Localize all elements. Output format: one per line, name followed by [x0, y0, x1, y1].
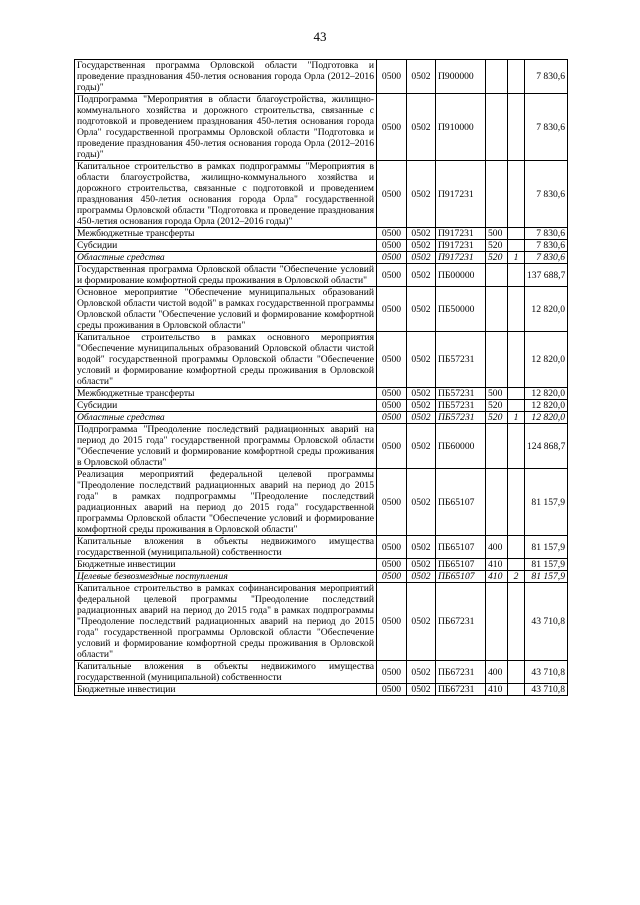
section-code: 0500	[377, 240, 407, 252]
subsection-code: 0502	[407, 412, 436, 424]
expense-type-code	[486, 424, 508, 469]
funding-source-code	[508, 424, 525, 469]
subsection-code: 0502	[407, 332, 436, 388]
amount: 12 820,0	[525, 287, 568, 332]
expense-type-code	[486, 583, 508, 661]
table-row	[75, 332, 568, 388]
expense-type-code: 400	[486, 661, 508, 684]
amount: 7 830,6	[525, 252, 568, 264]
table-row	[75, 252, 568, 264]
page-number: 43	[313, 29, 327, 44]
amount: 81 157,9	[525, 536, 568, 559]
row-name: Реализация мероприятий федеральной целевой программы "Преодоление последствий радиационных аварий на период до 2015 года" в рамках подпрограммы "Преодоление последствий радиационных аварий на период до 2015 года" государственной программы Орловской области "Обеспечение условий и формирование комфортной среды проживания в Орловской области"	[75, 469, 377, 536]
target-item-code: ПБ57231	[436, 412, 486, 424]
amount: 43 710,8	[525, 684, 568, 696]
table-row	[75, 228, 568, 240]
target-item-code: П910000	[436, 94, 486, 161]
amount: 43 710,8	[525, 661, 568, 684]
funding-source-code	[508, 264, 525, 287]
funding-source-code	[508, 240, 525, 252]
amount: 7 830,6	[525, 161, 568, 228]
table-row	[75, 400, 568, 412]
section-code: 0500	[377, 583, 407, 661]
subsection-code: 0502	[407, 287, 436, 332]
row-name: Государственная программа Орловской области "Обеспечение условий и формирование комфортной среды проживания в Орловской области"	[75, 264, 377, 287]
subsection-code: 0502	[407, 264, 436, 287]
row-name: Межбюджетные трансферты	[75, 388, 377, 400]
expense-type-code	[486, 60, 508, 94]
funding-source-code: 2	[508, 571, 525, 583]
row-name: Бюджетные инвестиции	[75, 684, 377, 696]
section-code: 0500	[377, 264, 407, 287]
expense-type-code: 400	[486, 536, 508, 559]
subsection-code: 0502	[407, 161, 436, 228]
expense-type-code: 410	[486, 559, 508, 571]
subsection-code: 0502	[407, 661, 436, 684]
target-item-code: ПБ57231	[436, 400, 486, 412]
target-item-code: ПБ50000	[436, 287, 486, 332]
amount: 137 688,7	[525, 264, 568, 287]
row-name: Капитальные вложения в объекты недвижимого имущества государственной (муниципальной) собственности	[75, 536, 377, 559]
target-item-code: ПБ65107	[436, 571, 486, 583]
target-item-code: ПБ57231	[436, 332, 486, 388]
subsection-code: 0502	[407, 536, 436, 559]
section-code: 0500	[377, 536, 407, 559]
amount: 81 157,9	[525, 469, 568, 536]
amount: 12 820,0	[525, 332, 568, 388]
table-row	[75, 469, 568, 536]
budget-table	[74, 59, 568, 696]
section-code: 0500	[377, 60, 407, 94]
expense-type-code: 520	[486, 400, 508, 412]
funding-source-code	[508, 559, 525, 571]
budget-table-body	[75, 60, 568, 696]
row-name: Подпрограмма "Мероприятия в области благоустройства, жилищно-коммунального хозяйства и дорожного строительства, связанные с подготовкой и проведением празднования 450-летия основания города Орла" государственной программы Орловской области "Подготовка и проведение празднования 450-летия основания города Орла (2012–2016 годы)"	[75, 94, 377, 161]
target-item-code: ПБ65107	[436, 536, 486, 559]
section-code: 0500	[377, 252, 407, 264]
section-code: 0500	[377, 424, 407, 469]
table-row	[75, 287, 568, 332]
expense-type-code	[486, 94, 508, 161]
funding-source-code	[508, 287, 525, 332]
row-name: Капитальное строительство в рамках основного мероприятия "Обеспечение муниципальных образований Орловской области чистой водой" государственной программы Орловской области "Обеспечение условий и формирование комфортной среды проживания в Орловской области"	[75, 332, 377, 388]
section-code: 0500	[377, 228, 407, 240]
expense-type-code	[486, 264, 508, 287]
expense-type-code	[486, 161, 508, 228]
amount: 7 830,6	[525, 94, 568, 161]
row-name: Капитальное строительство в рамках софинансирования мероприятий федеральной целевой программы "Преодоление последствий радиационных аварий на период до 2015 года" в рамках подпрограммы "Преодоление последствий радиационных аварий на период до 2015 года" государственной программы Орловской области "Обеспечение условий и формирование комфортной среды проживания в Орловской области"	[75, 583, 377, 661]
funding-source-code	[508, 661, 525, 684]
row-name: Государственная программа Орловской области "Подготовка и проведение празднования 450-летия основания города Орла (2012–2016 годы)"	[75, 60, 377, 94]
row-name: Областные средства	[75, 412, 377, 424]
table-row	[75, 60, 568, 94]
table-row	[75, 583, 568, 661]
section-code: 0500	[377, 161, 407, 228]
expense-type-code: 520	[486, 240, 508, 252]
funding-source-code	[508, 60, 525, 94]
amount: 7 830,6	[525, 60, 568, 94]
row-name: Подпрограмма "Преодоление последствий радиационных аварий на период до 2015 года" государственной программы Орловской области "Обеспечение условий и формирование комфортной среды проживания в Орловской области"	[75, 424, 377, 469]
amount: 12 820,0	[525, 400, 568, 412]
target-item-code: ПБ57231	[436, 388, 486, 400]
section-code: 0500	[377, 332, 407, 388]
section-code: 0500	[377, 400, 407, 412]
amount: 124 868,7	[525, 424, 568, 469]
expense-type-code	[486, 287, 508, 332]
table-row	[75, 388, 568, 400]
expense-type-code: 410	[486, 571, 508, 583]
section-code: 0500	[377, 684, 407, 696]
amount: 12 820,0	[525, 412, 568, 424]
funding-source-code: 1	[508, 252, 525, 264]
target-item-code: ПБ67231	[436, 684, 486, 696]
table-row	[75, 424, 568, 469]
section-code: 0500	[377, 94, 407, 161]
row-name: Капитальное строительство в рамках подпрограммы "Мероприятия в области благоустройства, жилищно-коммунального хозяйства и дорожного строительства, связанные с подготовкой и проведением празднования 450-летия основания города Орла" государственной программы Орловской области "Подготовка и проведение празднования 450-летия основания города Орла (2012–2016 годы)"	[75, 161, 377, 228]
target-item-code: ПБ65107	[436, 469, 486, 536]
funding-source-code	[508, 583, 525, 661]
expense-type-code	[486, 469, 508, 536]
subsection-code: 0502	[407, 424, 436, 469]
target-item-code: П900000	[436, 60, 486, 94]
amount: 81 157,9	[525, 559, 568, 571]
target-item-code: ПБ67231	[436, 583, 486, 661]
row-name: Капитальные вложения в объекты недвижимого имущества государственной (муниципальной) собственности	[75, 661, 377, 684]
amount: 7 830,6	[525, 228, 568, 240]
row-name: Основное мероприятие "Обеспечение муниципальных образований Орловской области чистой водой" в рамках государственной программы Орловской области "Обеспечение условий и формирование комфортной среды проживания в Орловской области"	[75, 287, 377, 332]
funding-source-code	[508, 469, 525, 536]
target-item-code: П917231	[436, 252, 486, 264]
amount: 43 710,8	[525, 583, 568, 661]
row-name: Целевые безвозмездные поступления	[75, 571, 377, 583]
funding-source-code	[508, 161, 525, 228]
subsection-code: 0502	[407, 252, 436, 264]
expense-type-code: 520	[486, 252, 508, 264]
expense-type-code: 410	[486, 684, 508, 696]
expense-type-code: 500	[486, 228, 508, 240]
table-row	[75, 264, 568, 287]
amount: 81 157,9	[525, 571, 568, 583]
target-item-code: ПБ65107	[436, 559, 486, 571]
funding-source-code	[508, 332, 525, 388]
funding-source-code	[508, 684, 525, 696]
table-row	[75, 412, 568, 424]
section-code: 0500	[377, 412, 407, 424]
target-item-code: П917231	[436, 161, 486, 228]
subsection-code: 0502	[407, 400, 436, 412]
subsection-code: 0502	[407, 684, 436, 696]
subsection-code: 0502	[407, 469, 436, 536]
subsection-code: 0502	[407, 571, 436, 583]
section-code: 0500	[377, 559, 407, 571]
subsection-code: 0502	[407, 94, 436, 161]
funding-source-code	[508, 94, 525, 161]
target-item-code: ПБ60000	[436, 424, 486, 469]
table-row	[75, 559, 568, 571]
target-item-code: П917231	[436, 240, 486, 252]
funding-source-code: 1	[508, 412, 525, 424]
amount: 12 820,0	[525, 388, 568, 400]
table-row	[75, 94, 568, 161]
target-item-code: ПБ67231	[436, 661, 486, 684]
row-name: Областные средства	[75, 252, 377, 264]
expense-type-code: 500	[486, 388, 508, 400]
table-row	[75, 536, 568, 559]
section-code: 0500	[377, 388, 407, 400]
table-row	[75, 571, 568, 583]
expense-type-code: 520	[486, 412, 508, 424]
funding-source-code	[508, 228, 525, 240]
table-row	[75, 161, 568, 228]
section-code: 0500	[377, 287, 407, 332]
expense-type-code	[486, 332, 508, 388]
funding-source-code	[508, 388, 525, 400]
subsection-code: 0502	[407, 583, 436, 661]
subsection-code: 0502	[407, 240, 436, 252]
target-item-code: П917231	[436, 228, 486, 240]
table-row	[75, 684, 568, 696]
subsection-code: 0502	[407, 228, 436, 240]
row-name: Межбюджетные трансферты	[75, 228, 377, 240]
amount: 7 830,6	[525, 240, 568, 252]
funding-source-code	[508, 400, 525, 412]
row-name: Бюджетные инвестиции	[75, 559, 377, 571]
section-code: 0500	[377, 661, 407, 684]
row-name: Субсидии	[75, 400, 377, 412]
section-code: 0500	[377, 469, 407, 536]
subsection-code: 0502	[407, 60, 436, 94]
subsection-code: 0502	[407, 388, 436, 400]
subsection-code: 0502	[407, 559, 436, 571]
section-code: 0500	[377, 571, 407, 583]
funding-source-code	[508, 536, 525, 559]
table-row	[75, 661, 568, 684]
target-item-code: ПБ00000	[436, 264, 486, 287]
table-row	[75, 240, 568, 252]
row-name: Субсидии	[75, 240, 377, 252]
